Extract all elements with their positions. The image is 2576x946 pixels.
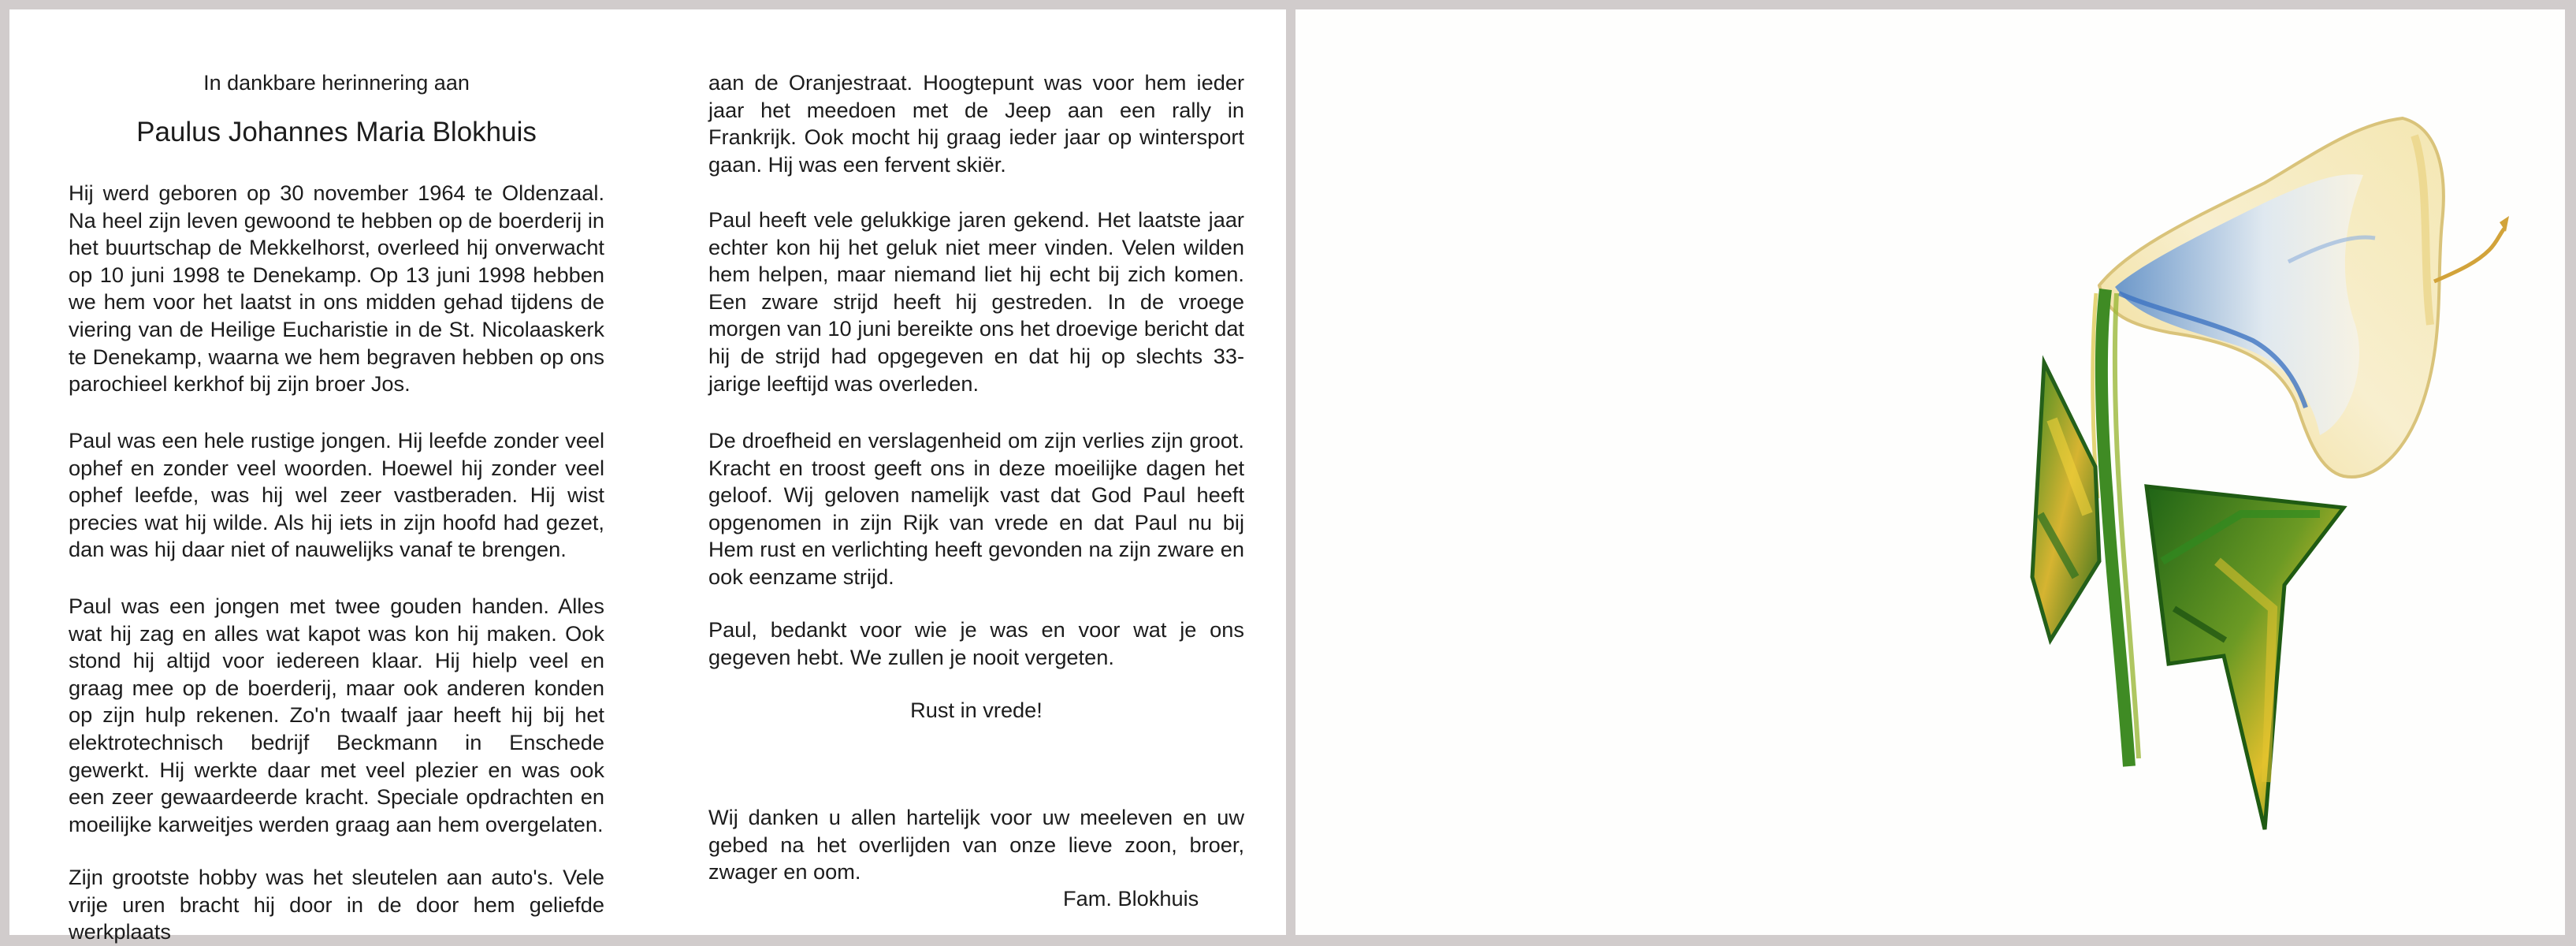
flower-petal (2099, 118, 2444, 477)
paragraph-left-3: Paul was een jongen met twee gouden handen. Alles wat hij zag en alles wat kapot was kon hij maken. Ook stond hij altijd voor iedereen klaar. Hij hielp veel en graag mee op de boerderij, maar ook anderen konden op zijn hulp rekenen. Zo'n twaalf jaar heeft hij bij het elektrotechnisch bedrijf Beckmann in Enschede gewerkt. Hij werkte daar met veel plezier en was ook een zeer gewaardeerde kracht. Speciale opdrachten en moeilijke karweitjes werden graag aan hem overgelaten. (69, 594, 604, 836)
paragraph-left-2: Paul was een hele rustige jongen. Hij leefde zonder veel ophef en zonder veel woorden. Hoewel hij zonder veel ophef leefde, was hij wel zeer vastberaden. Hij wist precies wat hij wilde. Als hij iets in zijn hoofd had gezet, dan was hij daar niet of nauwelijks vanaf te brengen. (69, 428, 604, 562)
card-artwork-page (1295, 9, 2565, 935)
flower-drawing (1295, 9, 2565, 935)
tendril-tip (2500, 216, 2509, 232)
tendril (2434, 229, 2504, 281)
paragraph-right-2: Paul heeft vele gelukkige jaren gekend. Het laatste jaar echter kon hij het geluk niet meer vinden. Velen wilden hem helpen, maar niemand liet hij echt bij zich komen. Een zware strijd heeft hij gestreden. In de vroege morgen van 10 juni bereikte ons het droevige bericht dat hij de strijd had opgegeven en dat hij op slechts 33-jarige leeftijd was overleden. (708, 207, 1244, 396)
paragraph-left-1: Hij werd geboren op 30 november 1964 te Oldenzaal. Na heel zijn leven gewoond te hebben op de boerderij in het buurtschap de Mekkelhorst, overleed hij onverwacht op 10 juni 1998 te Denekamp. Op 13 juni 1998 hebben we hem voor het laatst in ons midden gehad tijdens de viering van de Heilige Eucharistie in de St. Nicolaaskerk te Denekamp, waarna we hem begraven hebben op ons parochieel kerkhof bij zijn broer Jos. (69, 181, 604, 397)
paragraph-right-4: Paul, bedankt voor wie je was en voor wat je ons gegeven hebt. We zullen je nooit vergeten. (708, 617, 1244, 669)
paragraph-right-1: aan de Oranjestraat. Hoogtepunt was voor hem ieder jaar het meedoen met de Jeep aan een rally in Frankrijk. Ook mocht hij graag ieder jaar op wintersport gaan. Hij was een fervent skiër. (708, 70, 1244, 177)
closing-line: Rust in vrede! (910, 698, 1043, 722)
leaf-left (2032, 363, 2099, 640)
card-text-page (9, 9, 1286, 944)
deceased-name: Paulus Johannes Maria Blokhuis (136, 117, 537, 147)
thanks-paragraph: Wij danken u allen hartelijk voor uw meeleven en uw gebed na het overlijden van onze lieve zoon, broer, zwager en oom. (708, 805, 1244, 885)
intro-line: In dankbare herinnering aan (203, 71, 470, 95)
paragraph-right-3: De droefheid en verslagenheid om zijn verlies zijn groot. Kracht en troost geeft ons in deze moeilijke dagen het geloof. Wij geloven namelijk vast dat God Paul heeft opgenomen in zijn Rijk van vrede en dat Paul nu bij Hem rust en verlichting heeft gevonden na zijn zware en ook eenzame strijd. (708, 428, 1244, 589)
signature: Fam. Blokhuis (1063, 886, 1199, 911)
paragraph-left-4: Zijn grootste hobby was het sleutelen aan auto's. Vele vrije uren bracht hij door in de door hem geliefde werkplaats (69, 865, 604, 944)
leaf-right (2147, 486, 2344, 829)
